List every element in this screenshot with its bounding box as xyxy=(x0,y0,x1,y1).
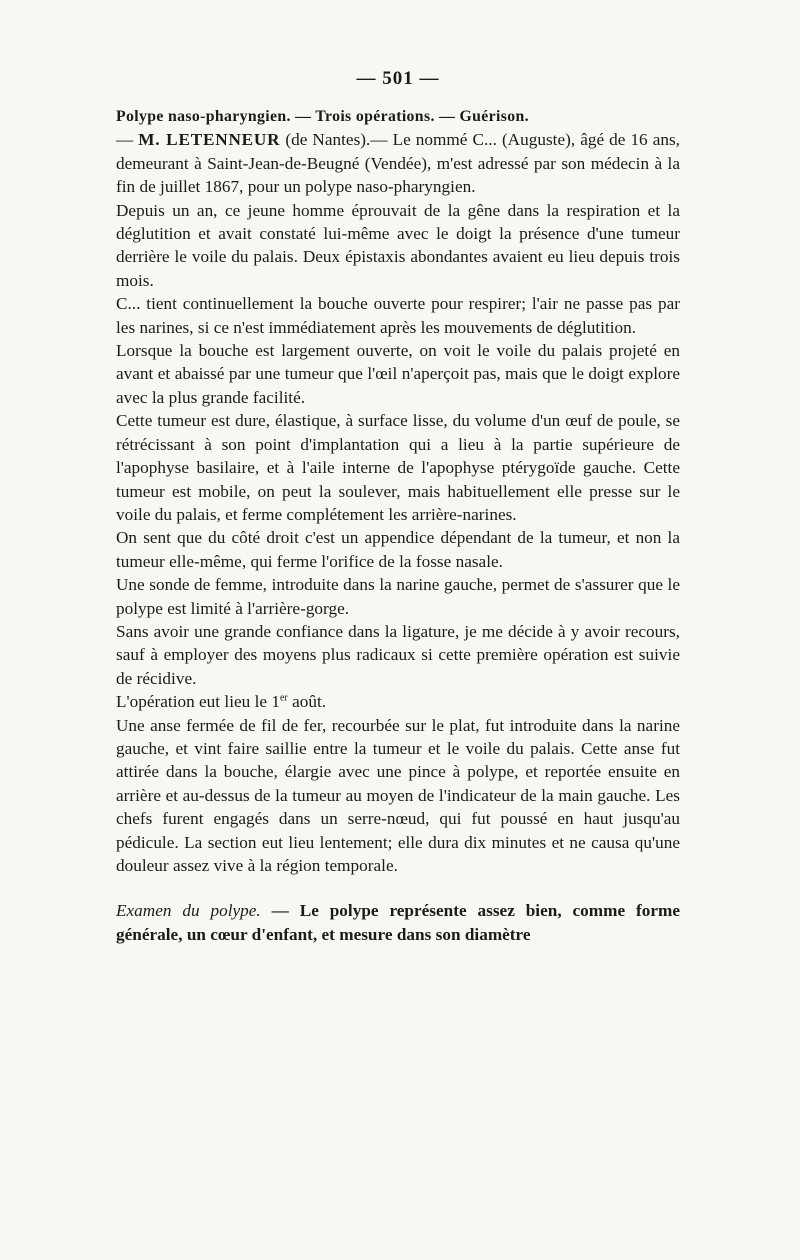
operation-date-suffix: août. xyxy=(287,692,327,712)
author-name: M. LETENNEUR xyxy=(138,130,281,150)
paragraph-6: Une sonde de femme, introduite dans la narine gauche, permet de s'assurer que le polype est limité à l'arrière-gorge. xyxy=(116,575,680,618)
paragraph-4: Cette tumeur est dure, élastique, à surface lisse, du volume d'un œuf de poule, se rétrécissant à son point d'implantation qui a lieu à la partie supérieure de l'apophyse basilaire, et à l'aile interne de l'apophyse ptérygoïde gauche. Cette tumeur est mobile, on peut la soulever, mais habituellement elle presse sur le voile du palais, et ferme complétement les arrière-narines. xyxy=(116,411,680,524)
paragraph-7: Sans avoir une grande confiance dans la ligature, je me décide à y avoir recours, sauf à employer des moyens plus radicaux si cette première opération est suivie de récidive. xyxy=(116,621,680,688)
paragraph-2: C... tient continuellement la bouche ouverte pour respirer; l'air ne passe pas par les narines, si ce n'est immédiatement après les mouvements de déglutition. xyxy=(116,294,680,337)
operation-date-superscript: er xyxy=(279,692,288,704)
examination-label: Examen du polype. xyxy=(116,901,261,921)
opening-paragraph: (de Nantes).— Le nommé C... (Auguste), âgé de 16 ans, demeurant à Saint-Jean-de-Beugné (Vendée), m'est adressé par son médecin à la fin de juillet 1867, pour un polype naso-pharyngien. xyxy=(116,130,680,197)
paragraph-1: Depuis un an, ce jeune homme éprouvait de la gêne dans la respiration et la déglutition et avait constaté lui-même avec le doigt la présence d'une tumeur derrière le voile du palais. Deux épistaxis abondantes avaient eu lieu depuis trois mois. xyxy=(116,200,680,290)
author-prefix: — xyxy=(116,130,139,150)
operation-date-paragraph xyxy=(116,690,680,713)
paragraph-5: On sent que du côté droit c'est un appendice dépendant de la tumeur, et non la tumeur elle-même, qui ferme l'orifice de la fosse nasale. xyxy=(116,528,680,571)
paragraph-3: Lorsque la bouche est largement ouverte, on voit le voile du palais projeté en avant et abaissé par une tumeur que l'œil n'aperçoit pas, mais que le doigt explore avec la plus grande facilité. xyxy=(116,341,680,407)
page-text xyxy=(116,66,680,946)
article-title: Polype naso-pharyngien. — Trois opérations. — Guérison. xyxy=(116,108,529,125)
examination-text: — Le polype représente assez bien, comme forme générale, un cœur d'enfant, et mesure dans son diamètre xyxy=(116,901,680,944)
page-number: — 501 — xyxy=(356,68,440,89)
paragraph-gap xyxy=(116,877,680,899)
operation-description: Une anse fermée de fil de fer, recourbée sur le plat, fut introduite dans la narine gauche, et vint faire saillie entre la tumeur et le voile du palais. Cette anse fut attirée dans la bouche, élargie avec une pince à polype, et reportée ensuite en arrière et au-dessus de la tumeur au moyen de l'indicateur de la main gauche. Les chefs furent engagés dans un serre-nœud, qui fut poussé en haut jusqu'au pédicule. La section eut lieu lentement; elle dura dix minutes et ne causa qu'une douleur assez vive à la région temporale. xyxy=(116,715,680,875)
article-heading-paragraph xyxy=(116,104,680,199)
operation-date-prefix: L'opération eut lieu le 1 xyxy=(116,692,280,712)
polype-examination-paragraph xyxy=(116,899,680,946)
